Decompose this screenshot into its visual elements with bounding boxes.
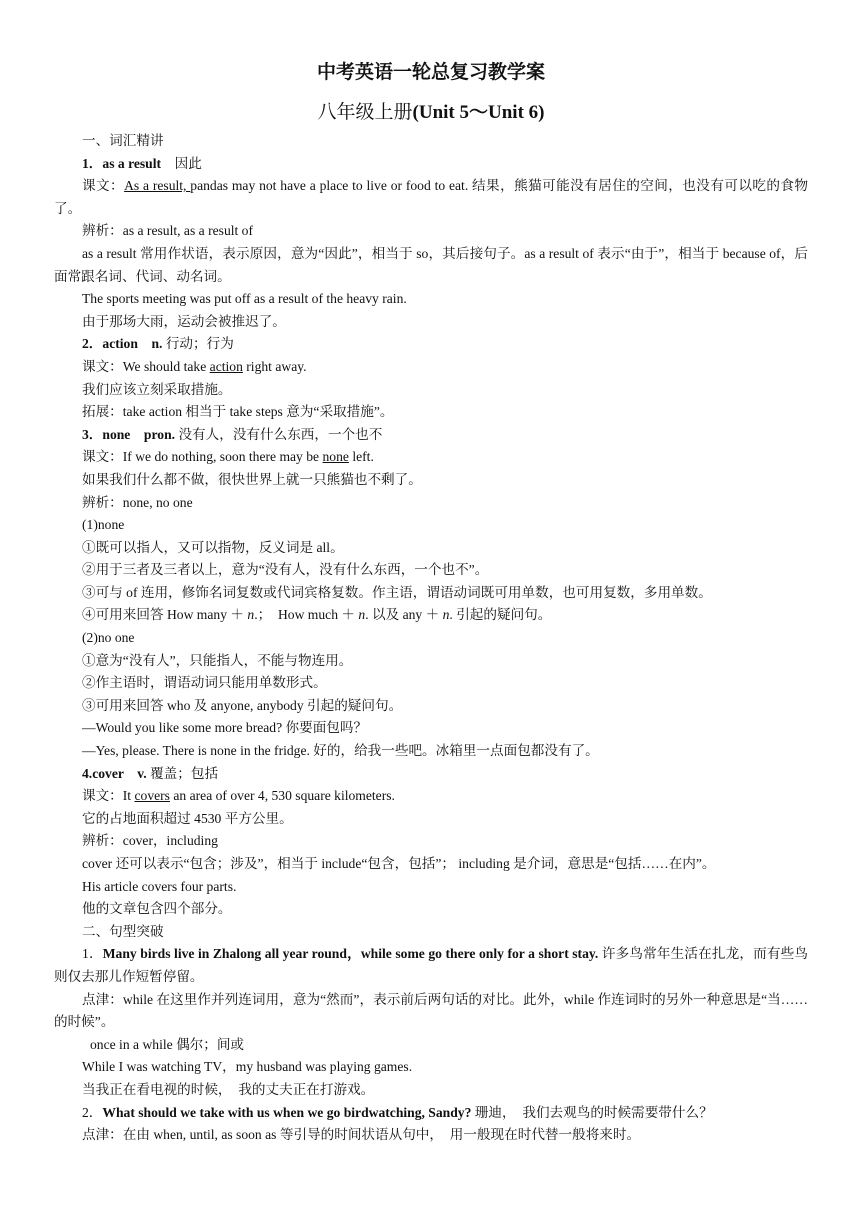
example-chinese: 当我正在看电视的时候， 我的丈夫正在打游戏。: [82, 1081, 375, 1097]
vocab-heading-cover: 4.cover v. 覆盖；包括: [82, 765, 219, 781]
tip-note: 点津：while 在这里作并列连词用，意为“然而”，表示前后两句话的对比。此外，while 作连词时的另外一种意思是“当……的时候”。: [54, 991, 808, 1030]
phrase-note: once in a while 偶尔；间或: [90, 1036, 245, 1052]
vocab-heading-action: 2．action n. 行动；行为: [82, 336, 234, 352]
dialogue-line: —Would you like some more bread? 你要面包吗？: [82, 720, 368, 736]
example-chinese: 由于那场大雨，运动会被推迟了。: [82, 313, 286, 329]
subtitle-units: (Unit 5～Unit 6): [412, 102, 545, 123]
page-subtitle: [54, 100, 808, 126]
textbook-sentence: 课文：We should take action right away.: [82, 358, 307, 374]
subtitle-prefix: 八年级上册: [317, 102, 413, 123]
textbook-translation: 我们应该立刻采取措施。: [82, 381, 232, 397]
page-title: 中考英语一轮总复习教学案: [316, 62, 545, 83]
example-english: His article covers four parts.: [82, 878, 237, 894]
example-chinese: 他的文章包含四个部分。: [82, 901, 232, 917]
usage-point: ③可与 of 连用，修饰名词复数或代词宾格复数。作主语，谓语动词既可用单数，也可用复数，多用单数。: [82, 584, 712, 600]
usage-point: ①意为“没有人”，只能指人，不能与物连用。: [82, 652, 353, 668]
usage-point: ③可用来回答 who 及 anyone, anybody 引起的疑问句。: [82, 697, 403, 713]
vocab-heading-as-a-result: 1．as a result 因此: [82, 155, 202, 171]
example-english: While I was watching TV，my husband was playing games.: [82, 1059, 413, 1075]
section-heading-sentence-patterns: 二、句型突破: [82, 923, 164, 939]
explanation-text: cover 还可以表示“包含；涉及”，相当于 include“包含，包括”； including 是介词，意思是“包括……在内”。: [82, 856, 716, 871]
textbook-translation: 如果我们什么都不做，很快世界上就一只熊猫也不剩了。: [82, 471, 422, 487]
subheading-no-one: (2)no one: [82, 630, 135, 646]
dialogue-line: —Yes, please. There is none in the fridge. 好的，给我一些吧。冰箱里一点面包都没有了。: [82, 743, 599, 759]
usage-point: ②用于三者及三者以上，意为“没有人，没有什么东西，一个也不”。: [82, 562, 489, 578]
textbook-sentence: 课文：As a result, pandas may not have a place to live or food to eat. 结果，熊猫可能没有居住的空间，也没有可以吃的食物了。: [54, 178, 809, 216]
section-heading-vocabulary: 一、词汇精讲: [82, 133, 164, 148]
vocab-heading-none: 3．none pron. 没有人，没有什么东西，一个也不: [82, 426, 383, 442]
example-english: The sports meeting was put off as a result of the heavy rain.: [82, 291, 407, 307]
extension-note: 拓展：take action 相当于 take steps 意为“采取措施”。: [82, 404, 394, 420]
comparison-label: 辨析：none, no one: [82, 494, 193, 510]
usage-point: ④可用来回答 How many ＋ n.； How much ＋ n. 以及 any ＋ n. 引起的疑问句。: [82, 607, 552, 623]
comparison-label: 辨析：as a result, as a result of: [82, 223, 254, 239]
usage-point: ①既可以指人，又可以指物，反义词是 all。: [82, 539, 344, 555]
textbook-sentence: 课文：If we do nothing, soon there may be none left.: [82, 449, 374, 465]
usage-point: ②作主语时，谓语动词只能用单数形式。: [82, 675, 327, 691]
explanation-text: as a result 常用作状语，表示原因，意为“因此”，相当于 so，其后接句子。as a result of 表示“由于”，相当于 because of，后面常跟名词、代词、动名词。: [54, 245, 808, 284]
sentence-pattern-2: 2．What should we take with us when we go birdwatching, Sandy? 珊迪， 我们去观鸟的时候需要带什么？: [82, 1104, 713, 1120]
sentence-pattern-1: 1．Many birds live in Zhalong all year round，while some go there only for a short stay. 许多鸟常年生活在扎龙，而有些鸟则仅去那儿作短暂停留。: [54, 946, 809, 984]
comparison-label: 辨析：cover，including: [82, 833, 218, 849]
subheading-none: (1)none: [82, 517, 125, 533]
textbook-translation: 它的占地面积超过 4530 平方公里。: [82, 810, 293, 826]
textbook-sentence: 课文：It covers an area of over 4, 530 square kilometers.: [82, 788, 395, 804]
tip-note: 点津：在由 when, until, as soon as 等引导的时间状语从句中， 用一般现在时代替一般将来时。: [82, 1127, 641, 1143]
